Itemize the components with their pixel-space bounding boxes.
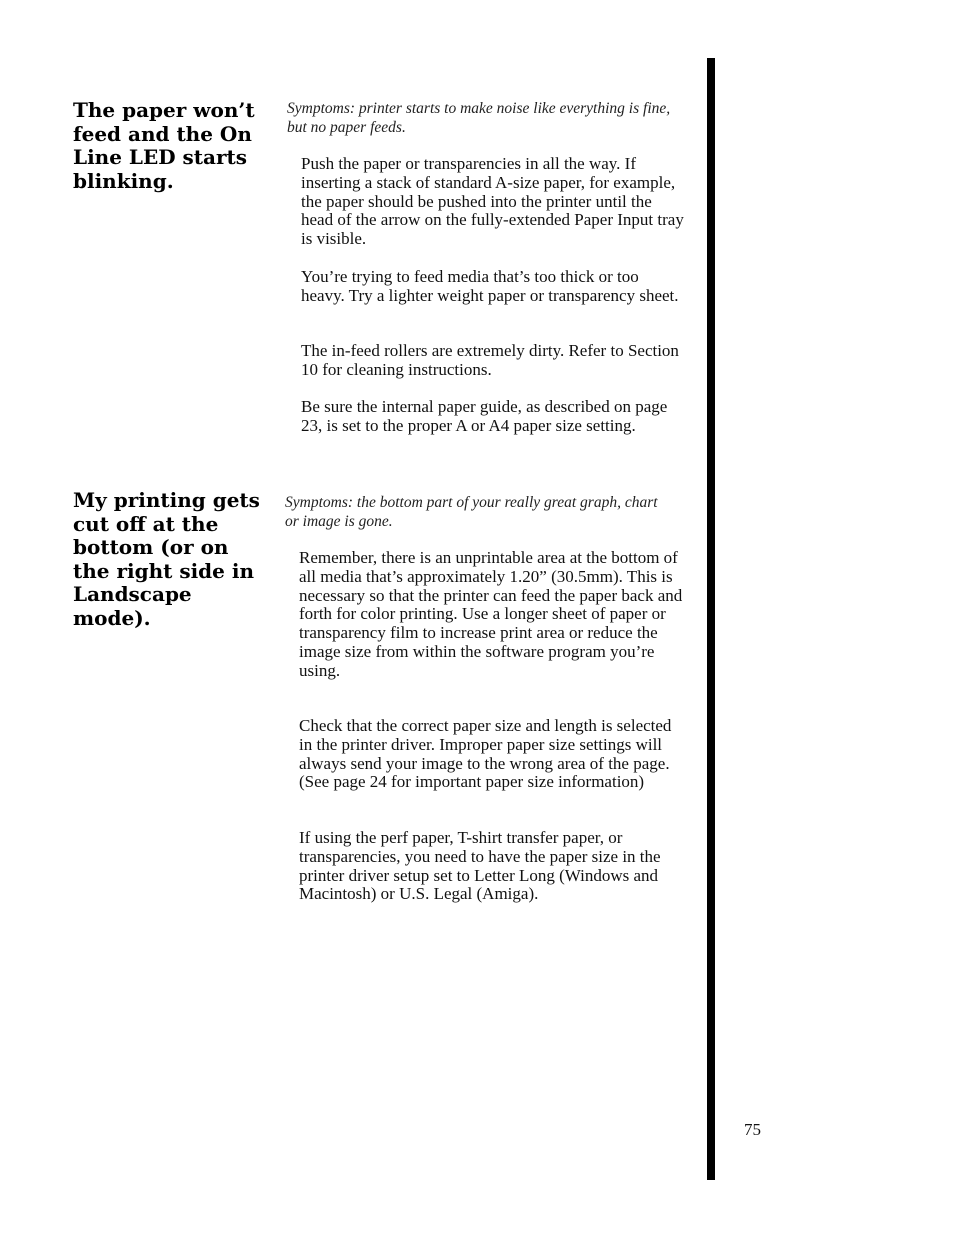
paragraph: If using the perf paper, T-shirt transfer paper, or transparencies, you need to have the paper size in the printer driver setup set to Letter Long (Windows and Macintosh) or U.S. Legal (Amiga). [299,828,661,904]
paragraph: Be sure the internal paper guide, as described on page 23, is set to the proper A or A4 paper size setting. [301,397,668,435]
section-symptom: Symptoms: printer starts to make noise like everything is fine, but no paper feeds. [287,100,671,136]
page-number: 75 [744,1120,761,1139]
paragraph: The in-feed rollers are extremely dirty. Refer to Section 10 for cleaning instructions. [301,341,679,379]
section-heading-printing-cut-off: My printing gets cut off at the bottom (or on the right side in Landscape mode). [73,488,260,630]
page-edge-rule [707,58,715,1180]
paragraph: Check that the correct paper size and length is selected in the printer driver. Improper paper size settings will always send your image to the wrong area of the page. (See page 24 for important paper size information) [299,716,672,792]
paragraph: You’re trying to feed media that’s too thick or too heavy. Try a lighter weight paper or transparency sheet. [301,267,679,305]
section-heading-paper-wont-feed: The paper won’t feed and the On Line LED starts blinking. [73,98,255,193]
paragraph: Remember, there is an unprintable area at the bottom of all media that’s approximately 1.20” (30.5mm). This is necessary so that the printer can feed the paper back and forth for color printing. Use a longer sheet of paper or transparency film to increase print area or reduce the image size from within the software program you’re using. [299,548,683,680]
section-symptom: Symptoms: the bottom part of your really great graph, chart or image is gone. [285,494,658,530]
paragraph: Push the paper or transparencies in all the way. If inserting a stack of standard A-size paper, for example, the paper should be pushed into the printer until the head of the arrow on the fully-extended Paper Input tray is visible. [301,154,684,249]
